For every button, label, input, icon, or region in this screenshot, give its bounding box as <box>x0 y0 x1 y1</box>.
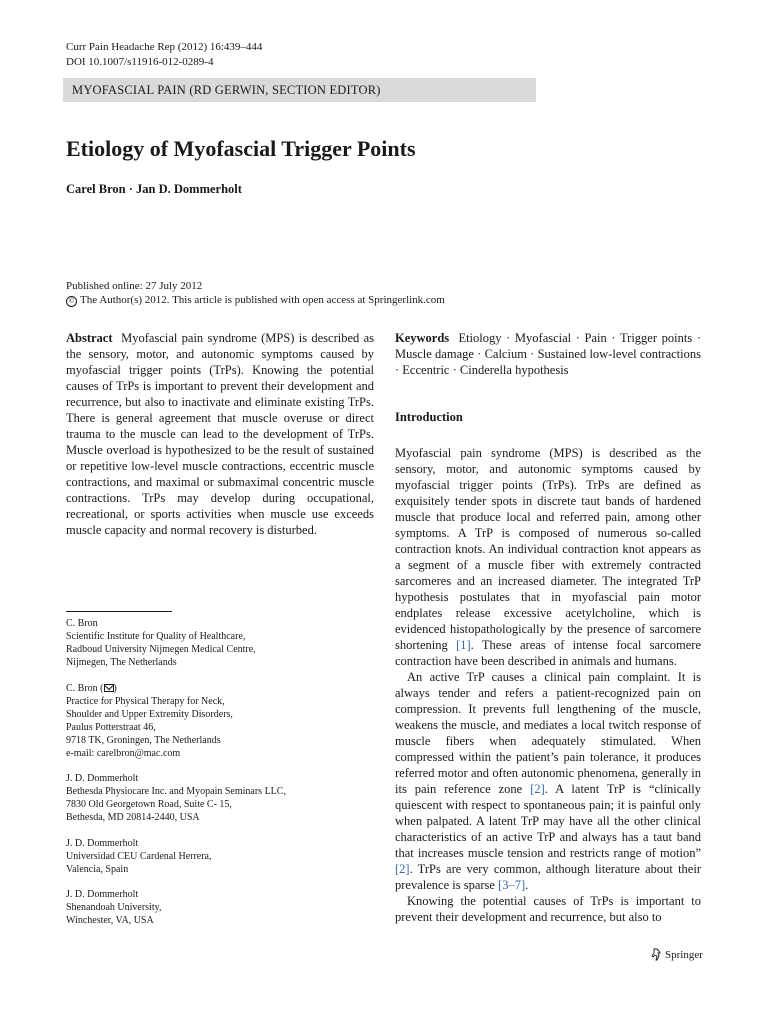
affiliation-line: Bethesda Physiocare Inc. and Myopain Seminars LLC, <box>66 786 286 797</box>
abstract <box>66 330 374 538</box>
affiliation-line: Paulus Potterstraat 46, <box>66 722 156 733</box>
intro-p1-text-b: . These areas of intense focal sarcomere contraction have been described in animals and humans. <box>395 638 701 668</box>
affiliation-line: Winchester, VA, USA <box>66 915 154 926</box>
citation-link-1[interactable]: [1] <box>456 638 471 652</box>
affiliation-1 <box>66 617 326 669</box>
abstract-text: Myofascial pain syndrome (MPS) is described as the sensory, motor, and autonomic symptoms caused by myofascial trigger points (TrPs). Knowing the potential causes of TrPs is important to prevent their development and recurrence, but also to inactivate and eliminate existing TrPs. There is general agreement that muscle overuse or direct trauma to the muscle can lead to the development of TrPs. Muscle overload is hypothesized to be the result of sustained or repetitive low-level muscle contractions, eccentric muscle contractions, and maximal or submaximal concentric muscle contractions. TrPs may develop during occupational, recreational, or sports activities when muscle use exceeds muscle capacity and normal recovery is disturbed. <box>66 331 374 537</box>
journal-citation: Curr Pain Headache Rep (2012) 16:439–444 <box>66 41 263 53</box>
affiliation-line: 7830 Old Georgetown Road, Suite C- 15, <box>66 799 232 810</box>
affiliation-name: J. D. Dommerholt <box>66 773 139 784</box>
journal-reference <box>66 40 262 70</box>
citation-link-2[interactable]: [2] <box>530 782 545 796</box>
envelope-icon <box>104 684 114 692</box>
springer-horse-icon <box>651 948 662 961</box>
intro-p1-text-a: Myofascial pain syndrome (MPS) is described as the sensory, motor, and autonomic symptoms caused by myofascial trigger points (TrPs). TrPs are defined as exquisitely tender spots in discrete taut bands of hardened muscle that produce local and referred pain, among other symptoms. A TrP is composed of numerous so-called contraction knots. An individual contraction knot appears as a segment of a muscle fiber with extremely contracted sarcomeres and an increased diameter. The integrated TrP hypothesis postulates that in myofascial pain motor endplates release excessive acetylcholine, which is evidenced histopathologically by the presence of sarcomere shortening <box>395 446 701 652</box>
copyright-text: The Author(s) 2012. This article is published with open access at Springerlink.com <box>80 294 445 306</box>
affiliation-line: Valencia, Spain <box>66 864 129 875</box>
affiliation-line: Shenandoah University, <box>66 902 162 913</box>
abstract-paragraph <box>66 330 374 538</box>
introduction-heading: Introduction <box>395 410 463 424</box>
affiliation-name: J. D. Dommerholt <box>66 889 139 900</box>
affiliation-2 <box>66 682 326 760</box>
affiliation-line: Universidad CEU Cardenal Herrera, <box>66 851 212 862</box>
copyright-icon: © <box>66 296 77 307</box>
keywords-paragraph <box>395 330 701 378</box>
keywords-text: Etiology · Myofascial · Pain · Trigger points · Muscle damage · Calcium · Sustained low-level contractions · Eccentric · Cinderella hypothesis <box>395 331 701 377</box>
doi: DOI 10.1007/s11916-012-0289-4 <box>66 56 214 68</box>
copyright-line <box>66 293 445 307</box>
intro-paragraph-1 <box>395 445 701 669</box>
abstract-label: Abstract <box>66 331 113 345</box>
affiliation-3 <box>66 772 326 824</box>
footnote-divider <box>66 611 172 612</box>
affiliation-line: Shoulder and Upper Extremity Disorders, <box>66 709 233 720</box>
publisher-name: Springer <box>665 948 703 961</box>
affiliation-name: C. Bron <box>66 683 98 694</box>
section-banner: MYOFASCIAL PAIN (RD GERWIN, SECTION EDITOR) <box>63 78 536 102</box>
intro-paragraph-3: Knowing the potential causes of TrPs is important to prevent their development and recurrence, but also to <box>395 894 701 924</box>
affiliation-line: Scientific Institute for Quality of Healthcare, <box>66 631 246 642</box>
affiliation-line: Bethesda, MD 20814-2440, USA <box>66 812 200 823</box>
citation-link-3-7[interactable]: [3–7] <box>498 878 526 892</box>
article-title: Etiology of Myofascial Trigger Points <box>66 136 416 161</box>
affiliation-4 <box>66 837 326 876</box>
intro-p2-text-d: . <box>525 878 529 892</box>
author-list: Carel Bron · Jan D. Dommerholt <box>66 182 242 196</box>
keywords <box>395 330 701 378</box>
publication-info <box>66 279 445 307</box>
intro-p2-text-a: An active TrP causes a clinical pain complaint. It is always tender and refers a patient-recognized pain on compression. It prevents full lengthening of the muscle, weakens the muscle, and mediates a local twitch response of muscle fibers when adequately stimulated. When compressed within the patient’s pain tolerance, it produces referred motor and often autonomic phenomena, generally in its pain reference zone <box>395 670 701 796</box>
affiliation-line: Radboud University Nijmegen Medical Centre, <box>66 644 256 655</box>
keywords-label: Keywords <box>395 331 450 345</box>
affiliation-line: Nijmegen, The Netherlands <box>66 657 177 668</box>
introduction-body <box>395 445 701 925</box>
email-link[interactable]: e-mail: carelbron@mac.com <box>66 748 181 759</box>
affiliation-name-row: C. Bron ( ) <box>66 683 117 694</box>
citation-link-2b[interactable]: [2] <box>395 862 410 876</box>
affiliation-5 <box>66 888 326 927</box>
affiliation-name: J. D. Dommerholt <box>66 838 139 849</box>
affiliation-line: Practice for Physical Therapy for Neck, <box>66 696 225 707</box>
affiliation-line: 9718 TK, Groningen, The Netherlands <box>66 735 221 746</box>
intro-paragraph-2 <box>395 669 701 893</box>
intro-p2-text-c: . TrPs are very common, although literature about their prevalence is sparse <box>395 862 701 892</box>
published-date: Published online: 27 July 2012 <box>66 280 203 292</box>
affiliation-name: C. Bron <box>66 618 98 629</box>
publisher-logo <box>651 948 703 961</box>
intro-p2-text-b: . A latent TrP is “clinically quiescent with respect to spontaneous pain; it is painful only when palpated. A latent TrP may have all the other clinical characteristics of an active TrP and always has a taut band that increases muscle tension and restricts range of motion” <box>395 782 702 860</box>
